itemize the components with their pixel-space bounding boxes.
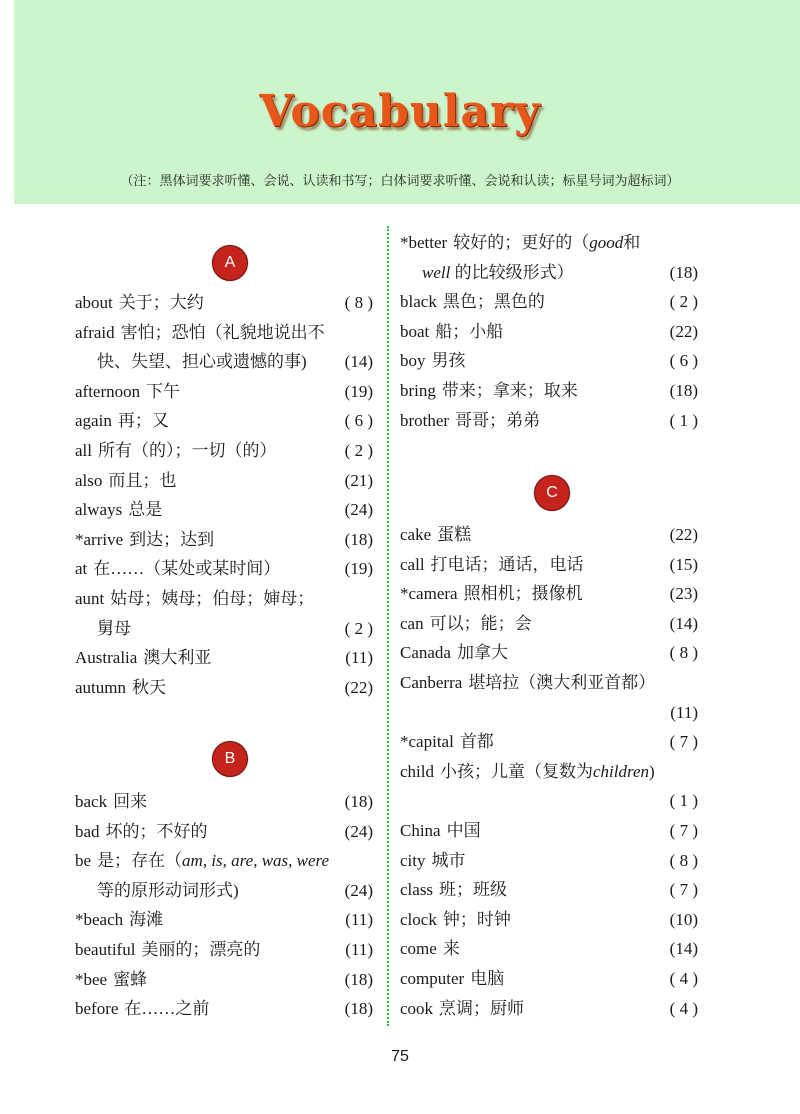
entry-lesson-number: (18)	[344, 999, 373, 1019]
entry-meaning: 较好的；更好的（	[453, 233, 590, 252]
entry-lesson-number: (18)	[344, 969, 373, 989]
entry-lesson-number: (19)	[344, 559, 373, 579]
vocab-entry	[75, 673, 373, 703]
entry-word: about	[75, 293, 113, 312]
entry-lesson-number: (18)	[344, 529, 373, 549]
vocab-entry	[400, 905, 698, 935]
entry-lesson-number: ( 4 )	[669, 969, 698, 988]
entry-meaning: 烹调；厨师	[439, 998, 525, 1018]
entry-meaning: 姑母；姨母；伯母；婶母；	[110, 589, 315, 608]
entry-meaning: 照相机；摄像机	[463, 584, 583, 604]
page-title: Vocabulary	[259, 86, 541, 137]
entry-word: bring	[400, 381, 436, 400]
entry-meaning: 黑色；黑色的	[442, 292, 545, 312]
entry-meaning: 哥哥；弟弟	[455, 410, 541, 430]
entry-word: child	[400, 761, 434, 781]
entry-meaning: 在……之前	[124, 999, 210, 1019]
vocab-entry	[400, 668, 698, 698]
entry-italic: children	[593, 761, 650, 781]
entry-lesson-number: ( 8 )	[344, 293, 373, 312]
entry-meaning: 带来；拿来；取来	[441, 381, 578, 400]
entry-lesson-number: (18)	[344, 792, 373, 811]
entry-lesson-number: ( 8 )	[669, 643, 698, 663]
entry-lesson-number: ( 2 )	[669, 292, 698, 312]
entry-word: computer	[400, 969, 465, 988]
entry-meaning: 中国	[446, 821, 481, 840]
entry-meaning: 蜜蜂	[113, 969, 148, 989]
entry-meaning: 船；小船	[435, 321, 504, 341]
entry-word: beautiful	[75, 940, 136, 959]
entry-meaning: 坏的；不好的	[105, 821, 208, 841]
vocab-entry	[75, 965, 373, 995]
entry-word: *bee	[75, 969, 108, 989]
vocab-entry	[97, 876, 373, 906]
entry-lesson-number: (11)	[345, 940, 373, 959]
entry-lesson-number: ( 6 )	[344, 411, 373, 431]
vocab-entry	[400, 727, 698, 757]
entry-lesson-number: (23)	[669, 584, 698, 604]
entry-lesson-number: (10)	[669, 909, 698, 929]
entry-italic: am, is, are, was, were	[182, 851, 330, 871]
entry-lesson-number: (24)	[344, 500, 373, 520]
entry-meaning: 男孩	[431, 351, 466, 371]
vocab-entry	[75, 318, 373, 348]
column-divider	[387, 226, 389, 1026]
vocab-entry	[400, 287, 698, 317]
entry-word: be	[75, 851, 92, 871]
entry-lesson-number: ( 1 )	[669, 791, 698, 811]
entry-meaning: 钟；时钟	[442, 909, 511, 929]
entry-word: autumn	[75, 677, 126, 697]
entry-word: back	[75, 792, 108, 811]
vocab-entry	[75, 905, 373, 935]
entry-meaning: 城市	[431, 850, 466, 870]
vocab-entry	[400, 816, 698, 846]
entry-word: cake	[400, 525, 432, 544]
entry-lesson-number: ( 7 )	[669, 821, 698, 840]
entry-lesson-number: ( 2 )	[344, 441, 373, 460]
entry-meaning: 小孩；儿童（复数为	[440, 761, 593, 781]
entry-lesson-number: (18)	[669, 381, 698, 400]
entry-meaning: 澳大利亚	[143, 648, 212, 668]
vocab-entry	[75, 817, 373, 847]
entry-word: Canada	[400, 643, 451, 663]
vocab-entry	[400, 317, 698, 347]
entry-meaning: 而且；也	[108, 470, 177, 490]
entry-word: black	[400, 292, 437, 312]
entry-meaning: 所有（的）；一切（的）	[98, 441, 277, 460]
vocab-entry	[400, 550, 698, 580]
entry-word: before	[75, 999, 119, 1019]
entry-word: clock	[400, 909, 437, 929]
vocab-entry	[75, 584, 373, 614]
entry-meaning: 快、失望、担心或遗憾的事)	[97, 352, 307, 372]
entry-word: aunt	[75, 589, 105, 608]
vocab-entry	[400, 638, 698, 668]
entry-word: cook	[400, 998, 434, 1018]
entry-meaning: 舅母	[97, 618, 131, 638]
entry-lesson-number: ( 6 )	[669, 351, 698, 371]
entry-meaning: 电脑	[470, 969, 505, 988]
entry-meaning: 害怕；恐怕（礼貌地说出不	[120, 322, 325, 342]
entry-meaning: 在……（某处或某时间）	[93, 559, 281, 579]
entry-lesson-number: (14)	[344, 352, 373, 372]
vocab-entry	[400, 994, 698, 1024]
entry-word: also	[75, 470, 103, 490]
vocab-entry	[400, 964, 698, 994]
entry-word: again	[75, 411, 112, 431]
entry-meaning: 秋天	[132, 677, 166, 697]
entry-word: all	[75, 441, 92, 460]
vocab-entry	[75, 846, 373, 876]
entry-word: class	[400, 880, 434, 900]
entry-meaning-tail: )	[649, 761, 655, 781]
entry-meaning: 可以；能；会	[429, 613, 532, 633]
entry-meaning: 加拿大	[456, 643, 508, 663]
entry-word: China	[400, 821, 441, 840]
entry-word: brother	[400, 410, 450, 430]
vocab-entry	[400, 934, 698, 964]
vocab-entry	[75, 643, 373, 673]
entry-meaning: 海滩	[129, 910, 164, 930]
vocab-entry	[422, 786, 698, 816]
entry-lesson-number: (22)	[344, 677, 373, 697]
entry-meaning: 下午	[146, 381, 181, 401]
entry-lesson-number: ( 7 )	[669, 880, 698, 900]
entry-word: afternoon	[75, 381, 141, 401]
entry-lesson-number: ( 1 )	[669, 410, 698, 430]
usage-note: （注：黑体词要求听懂、会说、认读和书写；白体词要求听懂、会说和认读；标星号词为超标词）	[120, 174, 680, 189]
entry-word: Australia	[75, 648, 138, 668]
entry-meaning: 到达；达到	[129, 529, 215, 549]
entry-meaning: 蛋糕	[437, 525, 472, 544]
vocab-entry	[97, 347, 373, 377]
vocab-entry	[400, 520, 698, 550]
entry-word: *beach	[75, 910, 124, 930]
entry-word: Canberra	[400, 673, 463, 692]
vocab-entry	[422, 258, 698, 288]
entry-meaning: 等的原形动词形式)	[97, 880, 239, 900]
entry-meaning: 的比较级形式）	[450, 262, 574, 282]
entry-lesson-number: (11)	[345, 648, 373, 668]
entry-lesson-number: ( 7 )	[669, 732, 698, 752]
entry-word: call	[400, 554, 425, 574]
section-badge-a: A	[212, 245, 248, 281]
vocab-entry	[400, 376, 698, 406]
entry-meaning: 总是	[128, 500, 163, 520]
vocab-entry	[400, 609, 698, 639]
entry-lesson-number: (14)	[669, 939, 698, 959]
vocab-entry	[75, 525, 373, 555]
entry-lesson-number: (22)	[669, 321, 698, 341]
vocab-entry	[75, 377, 373, 407]
entry-lesson-number: (14)	[669, 613, 698, 633]
vocab-entry	[400, 228, 698, 258]
entry-meaning: 班；班级	[439, 880, 508, 900]
entry-lesson-number: ( 4 )	[669, 998, 698, 1018]
entry-meaning: 打电话；通话，电话	[430, 554, 584, 574]
entry-word: afraid	[75, 322, 115, 342]
vocab-entry	[75, 935, 373, 965]
entry-italic: good	[589, 233, 624, 252]
entry-lesson-number: ( 8 )	[669, 850, 698, 870]
entry-word: bad	[75, 821, 100, 841]
entry-word: *better	[400, 233, 448, 252]
section-badge-c: C	[534, 475, 570, 511]
vocab-entry	[97, 614, 373, 644]
page-number: 75	[391, 1048, 409, 1065]
section-badge-b: B	[212, 741, 248, 777]
entry-meaning: 美丽的；漂亮的	[141, 940, 261, 959]
vocab-entry	[422, 698, 698, 728]
entry-lesson-number: ( 2 )	[344, 618, 373, 638]
vocab-entry	[75, 994, 373, 1024]
entry-meaning: 是；存在（	[97, 851, 183, 871]
entry-word: always	[75, 500, 123, 520]
entry-word: *arrive	[75, 529, 124, 549]
entry-meaning: 关于；大约	[118, 293, 204, 312]
entry-word: *camera	[400, 584, 458, 604]
entry-lesson-number: (24)	[344, 880, 373, 900]
vocab-entry	[400, 406, 698, 436]
vocab-entry	[75, 436, 373, 466]
entry-lesson-number: (22)	[669, 525, 698, 544]
entry-word: city	[400, 850, 426, 870]
entry-lesson-number: (19)	[344, 381, 373, 401]
entry-meaning-tail: 和	[623, 233, 641, 252]
vocab-entry	[400, 346, 698, 376]
entry-word: *capital	[400, 732, 454, 752]
entry-italic: well	[422, 262, 451, 282]
entry-lesson-number: (15)	[669, 554, 698, 574]
vocab-entry	[75, 406, 373, 436]
vocab-entry	[75, 495, 373, 525]
entry-meaning: 来	[442, 939, 460, 959]
entry-lesson-number: (21)	[344, 470, 373, 490]
entry-meaning: 首都	[459, 732, 494, 752]
entry-meaning: 堪培拉（澳大利亚首都）	[468, 673, 656, 692]
entry-word: come	[400, 939, 437, 959]
vocab-entry	[75, 787, 373, 817]
vocab-entry	[75, 288, 373, 318]
vocab-entry	[400, 875, 698, 905]
entry-word: boat	[400, 321, 430, 341]
vocab-entry	[400, 757, 698, 787]
entry-lesson-number: (18)	[669, 262, 698, 282]
vocab-entry	[400, 579, 698, 609]
entry-lesson-number: (11)	[345, 910, 373, 930]
entry-lesson-number: (11)	[670, 702, 698, 722]
entry-lesson-number: (24)	[344, 821, 373, 841]
vocab-entry	[75, 466, 373, 496]
entry-meaning: 回来	[113, 792, 148, 811]
vocab-entry	[400, 846, 698, 876]
entry-word: boy	[400, 351, 426, 371]
entry-word: at	[75, 559, 88, 579]
entry-meaning: 再；又	[117, 411, 169, 431]
vocab-entry	[75, 554, 373, 584]
entry-word: can	[400, 613, 424, 633]
